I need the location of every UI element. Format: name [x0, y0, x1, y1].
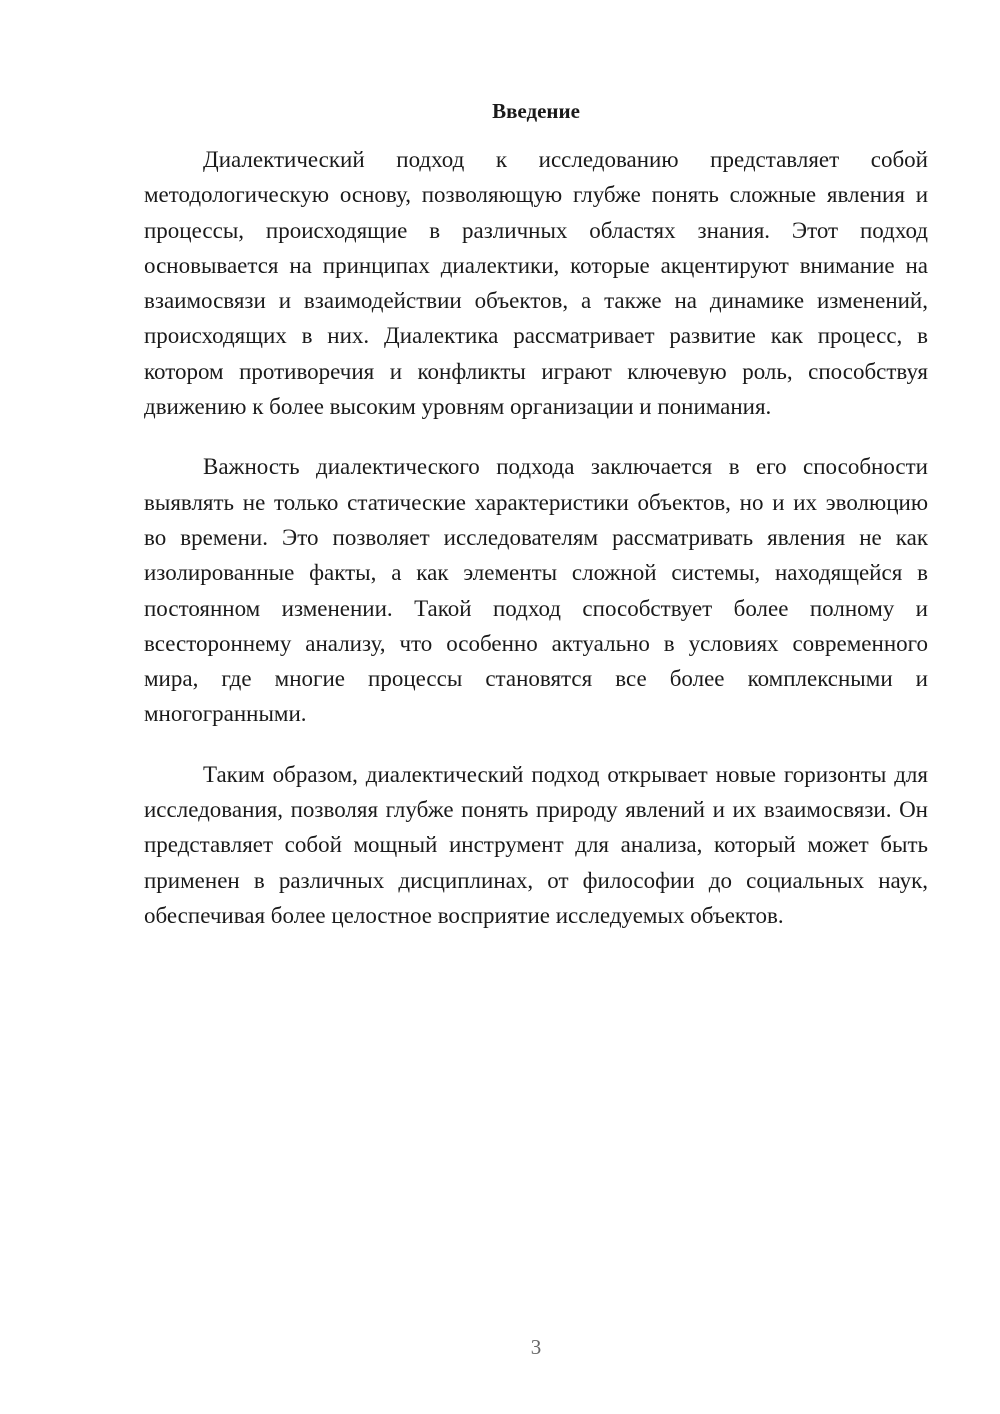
body-text [144, 142, 928, 958]
paragraph-1: Диалектический подход к исследованию представляет собой методологическую основу, позволяющую глубже понять сложные явления и процессы, происходящие в различных областях знания. Этот подход основывается на принципах диалектики, которые акцентируют внимание на взаимосвязи и взаимодействии объектов, а также на динамике изменений, происходящих в них. Диалектика рассматривает развитие как процесс, в котором противоречия и конфликты играют ключевую роль, способствуя движению к более высоким уровням организации и понимания. [144, 147, 928, 420]
paragraph-3: Таким образом, диалектический подход открывает новые горизонты для исследования, позволяя глубже понять природу явлений и их взаимосвязи. Он представляет собой мощный инструмент для анализа, который может быть применен в различных дисциплинах, от философии до социальных наук, обеспечивая более целостное восприятие исследуемых объектов. [144, 761, 928, 928]
section-heading: Введение [492, 99, 580, 123]
paragraph-2: Важность диалектического подхода заключается в его способности выявлять не только статические характеристики объектов, но и их эволюцию во времени. Это позволяет исследователям рассматривать явления не как изолированные факты, а как элементы сложной системы, находящейся в постоянном изменении. Такой подход способствует более полному и всестороннему анализу, что особенно актуально в условиях современного мира, где многие процессы становятся все более комплексными и многогранными. [144, 454, 928, 727]
page-number: 3 [530, 1335, 542, 1359]
